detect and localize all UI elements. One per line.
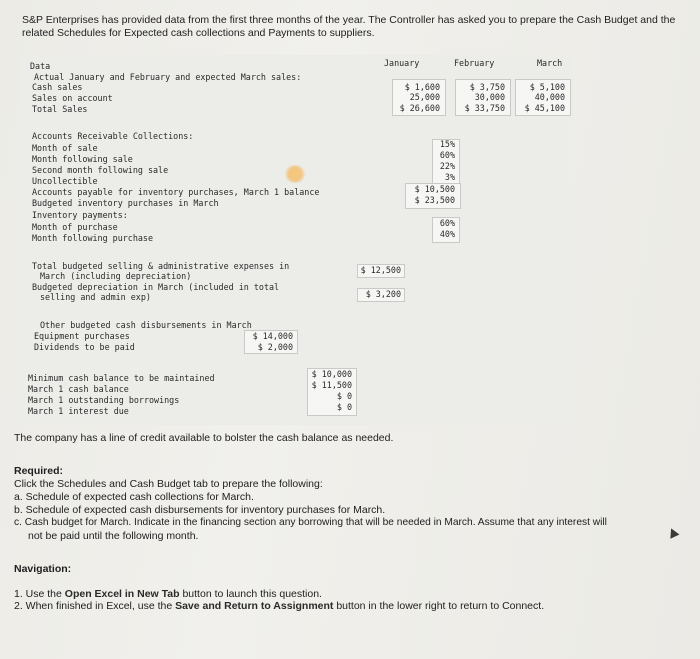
ap-march-balance-value: $ 10,500 xyxy=(414,184,455,194)
cash-sales-mar: $ 5,100 xyxy=(529,82,565,92)
min-cash-label: Minimum cash balance to be maintained xyxy=(28,373,215,383)
interest-due-value: $ 0 xyxy=(336,402,352,412)
credit-line-text: The company has a line of credit available to bolster the cash balance as needed. xyxy=(14,432,394,444)
actual-sales-label: Actual January and February and expected March sales: xyxy=(34,72,302,82)
total-sales-feb: $ 33,750 xyxy=(464,103,505,113)
budgeted-purchases-value: $ 23,500 xyxy=(414,195,455,205)
sga-line2: March (including depreciation) xyxy=(40,271,192,281)
inventory-month-following-value: 40% xyxy=(439,229,455,239)
total-sales-jan: $ 26,600 xyxy=(399,103,440,113)
step2-suffix: button in the lower right to return to Connect. xyxy=(333,600,545,612)
sales-on-account-jan: 25,000 xyxy=(409,92,440,102)
required-item-b: b. Schedule of expected cash disbursements for inventory purchases for March. xyxy=(14,504,386,516)
sga-line1: Total budgeted selling & administrative expenses in xyxy=(32,261,290,271)
dividends-value: $ 2,000 xyxy=(257,342,293,352)
sales-on-account-label: Sales on account xyxy=(32,93,113,103)
borrowings-label: March 1 outstanding borrowings xyxy=(28,395,180,405)
ar-second-month-label: Second month following sale xyxy=(32,165,169,175)
required-instruction: Click the Schedules and Cash Budget tab to prepare the following: xyxy=(14,478,323,490)
ar-month-of-sale-value: 15% xyxy=(439,139,455,149)
borrowings-value: $ 0 xyxy=(336,391,352,401)
sga-total-value: $ 12,500 xyxy=(360,265,401,275)
navigation-title: Navigation: xyxy=(14,563,72,575)
mouse-cursor-icon xyxy=(667,526,680,538)
required-item-a: a. Schedule of expected cash collections for March. xyxy=(14,491,254,503)
ar-month-following-label: Month following sale xyxy=(32,154,133,164)
ar-second-month-value: 22% xyxy=(439,161,455,171)
ar-month-of-sale-label: Month of sale xyxy=(32,143,98,153)
data-sheet xyxy=(22,55,574,425)
other-disbursements-heading: Other budgeted cash disbursements in March xyxy=(40,320,252,330)
min-cash-value: $ 10,000 xyxy=(311,369,352,379)
required-item-c-line2: not be paid until the following month. xyxy=(28,530,199,542)
ar-uncollectible-value: 3% xyxy=(444,172,455,182)
data-label: Data xyxy=(30,61,51,71)
depreciation-value: $ 3,200 xyxy=(365,289,401,299)
total-sales-label: Total Sales xyxy=(32,104,88,114)
required-title: Required: xyxy=(14,465,64,477)
budgeted-purchases-label: Budgeted inventory purchases in March xyxy=(32,198,219,208)
navigation-step-2 xyxy=(14,600,544,613)
inventory-month-following-label: Month following purchase xyxy=(32,233,154,243)
march-cash-label: March 1 cash balance xyxy=(28,384,129,394)
ar-uncollectible-label: Uncollectible xyxy=(32,176,98,186)
step1-prefix: 1. Use the xyxy=(14,588,65,600)
ar-month-following-value: 60% xyxy=(439,150,455,160)
ar-heading: Accounts Receivable Collections: xyxy=(32,131,194,141)
navigation-step-1 xyxy=(14,588,322,601)
sga-line3: Budgeted depreciation in March (included in total xyxy=(32,282,280,292)
equipment-purchases-label: Equipment purchases xyxy=(34,331,130,341)
cash-sales-label: Cash sales xyxy=(32,82,83,92)
sga-line4: selling and admin exp) xyxy=(40,292,151,302)
step2-prefix: 2. When finished in Excel, use the xyxy=(14,600,176,612)
inventory-heading: Inventory payments: xyxy=(32,210,128,220)
inventory-month-of-purchase-label: Month of purchase xyxy=(32,222,118,232)
total-sales-mar: $ 45,100 xyxy=(524,103,565,113)
cash-sales-jan: $ 1,600 xyxy=(404,82,440,92)
cash-sales-feb: $ 3,750 xyxy=(469,82,505,92)
ap-march-balance-label: Accounts payable for inventory purchases, March 1 balance xyxy=(32,187,320,197)
open-excel-link[interactable]: Open Excel in New Tab xyxy=(64,588,180,600)
step1-suffix: button to launch this question. xyxy=(179,588,322,600)
required-item-c-line1: c. Cash budget for March. Indicate in the financing section any borrowing that will be needed in March. Assume that any interest will xyxy=(14,517,607,528)
sales-on-account-feb: 30,000 xyxy=(474,92,505,102)
month-header-march: March xyxy=(537,58,563,68)
interest-due-label: March 1 interest due xyxy=(28,406,129,416)
month-header-february: February xyxy=(454,58,495,68)
photo-glare xyxy=(284,165,306,183)
dividends-label: Dividends to be paid xyxy=(34,342,135,352)
month-header-january: January xyxy=(384,58,420,68)
equipment-purchases-value: $ 14,000 xyxy=(252,331,293,341)
save-return-link[interactable]: Save and Return to Assignment xyxy=(175,600,334,612)
march-cash-value: $ 11,500 xyxy=(311,380,352,390)
sales-on-account-mar: 40,000 xyxy=(534,92,565,102)
inventory-month-of-purchase-value: 60% xyxy=(439,218,455,228)
intro-text: S&P Enterprises has provided data from the first three months of the year. The Controller has asked you to prepare the Cash Budget and the related Schedules for Expected cash collections and Payments to suppliers. xyxy=(22,14,676,39)
